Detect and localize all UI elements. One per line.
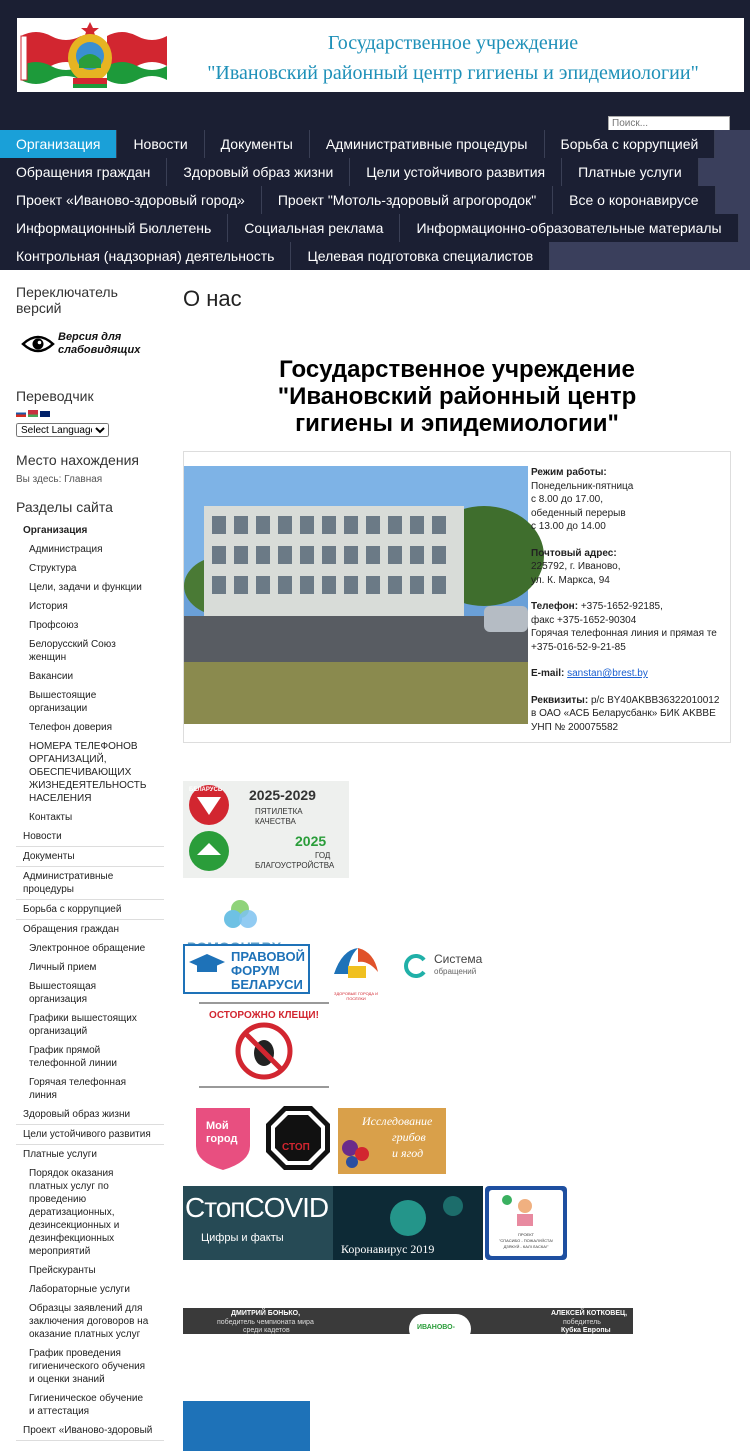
sidebar-subitem[interactable]: Цели, задачи и функции [29, 582, 142, 593]
nav-item[interactable]: Информационный Бюллетень [0, 214, 228, 242]
nav-item[interactable]: Документы [205, 130, 310, 158]
nav-item[interactable]: Проект "Мотоль-здоровый агрогородок" [262, 186, 553, 214]
nav-item[interactable]: Социальная реклама [228, 214, 400, 242]
sidebar-subitem[interactable]: Телефон доверия [29, 722, 112, 733]
requisites-line1: р/с BY40AKBB36322010012 [588, 694, 720, 706]
sidebar-subitem[interactable]: Белорусский Союз женщин [29, 639, 116, 663]
appeals-system-line1: Система [434, 952, 483, 966]
sidebar-subitem[interactable]: Горячая телефонная линия [29, 1077, 127, 1101]
sidebar-subitem[interactable]: Электронное обращение [29, 943, 146, 954]
sidebar-section-item[interactable]: Новости [16, 827, 164, 847]
nav-item[interactable]: Платные услуги [562, 158, 699, 186]
sidebar-subitem[interactable]: Графики вышестоящих организаций [29, 1013, 137, 1037]
athlete-left-line2: победитель чемпионата мира [217, 1319, 314, 1326]
quality-text2: КАЧЕСТВА [255, 817, 296, 826]
hours-label: Режим работы: [531, 467, 607, 478]
hours-line3: обеденный перерыв [531, 507, 626, 519]
ticks-warning-label: ОСТОРОЖНО КЛЕЩИ! [209, 1010, 319, 1021]
nav-row-fill [739, 214, 750, 242]
stop-covid-subtitle: Цифры и факты [201, 1232, 284, 1244]
email-link[interactable]: sanstan@brest.by [567, 668, 648, 679]
requisites-label: Реквизиты: [531, 694, 589, 706]
site-sections-menu [16, 521, 164, 1441]
sidebar-subitem[interactable]: История [29, 601, 68, 612]
sidebar-subitem[interactable]: Вышестоящая организация [29, 981, 97, 1005]
hotline-phone: +375-016-52-9-21-85 [531, 641, 626, 653]
thanks-line2: "СПАСИБО - ПОЖАЛУЙСТА! [498, 1238, 553, 1243]
quality-text1: ПЯТИЛЕТКА [255, 807, 303, 816]
quality-year2: 2025 [295, 833, 327, 849]
athlete-right-line2: победитель [563, 1319, 601, 1326]
nav-row-fill [699, 158, 750, 186]
version-switcher-heading: Переключатель версий [16, 284, 118, 316]
sidebar-subitem[interactable]: Администрация [29, 544, 103, 555]
appeals-system-line2: обращений [434, 967, 477, 976]
nav-row [0, 186, 750, 214]
stop-banner[interactable] [264, 1104, 332, 1172]
main-content [183, 286, 743, 1343]
main-nav [0, 130, 750, 270]
stop-covid-title: СтопCOVID [185, 1192, 329, 1223]
sidebar-section-item[interactable]: Проект «Иваново-здоровый [16, 1421, 164, 1441]
nav-item[interactable]: Информационно-образовательные материалы [400, 214, 738, 242]
org-title [183, 356, 731, 437]
hotline-label: Горячая телефонная линия и прямая те [531, 628, 717, 639]
org-title-line1: Государственное учреждение [279, 356, 635, 383]
language-select[interactable] [16, 423, 109, 437]
hours-line2: с 8.00 до 17.00, [531, 494, 603, 505]
vi-label-line1: Версия для [58, 331, 122, 343]
stop-octagon-icon [264, 1104, 332, 1172]
healthy-cities-banner[interactable] [328, 944, 384, 1001]
stop-covid-banner[interactable] [183, 1186, 333, 1260]
nav-row [0, 130, 750, 158]
mushrooms-banner[interactable] [338, 1108, 446, 1174]
nav-row [0, 242, 750, 270]
requisites-line3: УНП № 200075582 [531, 721, 619, 733]
translator-heading: Переводчик [16, 388, 94, 404]
flag-en-icon[interactable] [40, 410, 50, 417]
search-input[interactable] [608, 116, 730, 131]
quality-text3: ГОД [315, 851, 331, 860]
hours-line1: Понедельник-пятница [531, 480, 634, 492]
quality-text4: БЛАГОУСТРОЙСТВА [255, 861, 335, 870]
forum-line2: ФОРУМ [231, 963, 280, 978]
site-header [0, 0, 750, 270]
sidebar-subitem[interactable]: Гигиеническое обучение и аттестация [29, 1393, 144, 1417]
header-title-line1: Государственное учреждение [327, 32, 579, 54]
nav-item[interactable]: Борьба с коррупцией [545, 130, 716, 158]
sidebar-section-item[interactable]: Обращения граждан [23, 924, 119, 935]
contact-info [531, 466, 741, 734]
appeals-system-logo-icon [404, 954, 428, 978]
building-photo [184, 466, 528, 724]
nav-row-fill [550, 242, 750, 270]
thanks-line3: ДЗЯКУЙ - КАЛІ ЛАСКА!" [503, 1244, 549, 1249]
mushrooms-line2: грибов [392, 1130, 426, 1144]
sidebar-subitem[interactable]: Лабораторные услуги [29, 1284, 130, 1295]
sidebar-section-item[interactable]: Организация [23, 525, 88, 536]
nav-item[interactable]: Контрольная (надзорная) деятельность [0, 242, 291, 270]
address-line2: ул. К. Маркса, 94 [531, 574, 610, 586]
email-label: E-mail: [531, 668, 565, 679]
sidebar-subitem[interactable]: Образцы заявлений для заключения договоров на оказание платных услуг [29, 1303, 149, 1340]
nav-item[interactable]: Цели устойчивого развития [350, 158, 562, 186]
quality-banner[interactable] [183, 781, 349, 878]
belarus-emblem-icon [61, 20, 119, 90]
flag-by-icon[interactable] [28, 410, 38, 417]
nav-item[interactable]: Все о коронавирусе [553, 186, 715, 214]
legal-forum-banner[interactable] [183, 1401, 310, 1451]
hours-line4: с 13.00 до 14.00 [531, 521, 606, 532]
ticks-warning-banner[interactable] [199, 1002, 329, 1088]
fax-value: факс +375-1652-90304 [531, 614, 637, 626]
athlete-right-line3: Кубка Европы [561, 1327, 611, 1334]
thanks-people-icon [485, 1192, 567, 1232]
forum-line3: БЕЛАРУСИ [231, 977, 303, 992]
forum-cap-icon [187, 948, 227, 994]
sidebar-section-item[interactable]: Цели устойчивого развития [16, 1125, 164, 1145]
athlete-left-line3: среди кадетов [243, 1327, 290, 1334]
address-line1: 225792, г. Иваново, [531, 561, 621, 572]
quality-badge-label: БЕЛАРУСЬ [189, 787, 223, 793]
phone-label: Телефон: [531, 601, 579, 612]
nav-item[interactable]: Обращения граждан [0, 158, 167, 186]
sidebar-section-item[interactable]: Административные процедуры [16, 867, 164, 900]
nav-item[interactable]: Новости [117, 130, 204, 158]
nav-item[interactable]: Административные процедуры [310, 130, 545, 158]
sidebar-subitem[interactable]: Личный прием [29, 962, 97, 973]
sidebar-section-item[interactable]: Борьба с коррупцией [16, 900, 164, 920]
nav-row-fill [715, 130, 750, 158]
page-title: О нас [183, 286, 242, 311]
coronavirus-banner[interactable] [333, 1186, 483, 1260]
sidebar-subitem[interactable]: Порядок оказания платных услуг по проведению дератизационных, дезинсекционных и дезинфекционных мероприятий [29, 1168, 120, 1257]
nav-item[interactable]: Проект «Иваново-здоровый город» [0, 186, 262, 214]
athletes-center-label: ИВАНОВО- [417, 1324, 455, 1331]
mushrooms-line1: Исследование [362, 1114, 433, 1128]
sidebar-section-item[interactable]: Платные услуги [23, 1149, 97, 1160]
left-sidebar [16, 284, 164, 1441]
visually-impaired-version-button[interactable] [22, 324, 164, 364]
sidebar-subitem[interactable]: Вакансии [29, 671, 74, 682]
sidebar-section-item[interactable]: Здоровый образ жизни [16, 1105, 164, 1125]
sidebar-subitem[interactable]: График прямой телефонной линии [29, 1045, 117, 1069]
site-sections-heading: Разделы сайта [16, 499, 113, 515]
healthy-cities-label: ЗДОРОВЫЕ ГОРОДА И ПОСЁЛКИ [334, 991, 378, 1001]
my-city-line2: город [206, 1133, 238, 1145]
phone-value: +375-1652-92185, [578, 601, 663, 612]
healthy-cities-logo-icon [328, 944, 384, 986]
thanks-line1: ПРОЕКТ [517, 1232, 534, 1237]
nav-item[interactable]: Здоровый образ жизни [167, 158, 350, 186]
sidebar-subitem[interactable]: НОМЕРА ТЕЛЕФОНОВ ОРГАНИЗАЦИЙ, ОБЕСПЕЧИВАЮЩИХ ЖИЗНЕДЕЯТЕЛЬНОСТЬ НАСЕЛЕНИЯ [29, 741, 147, 804]
legal-forum-banner[interactable] [183, 944, 310, 994]
vi-label-line2: слабовидящих [58, 344, 141, 356]
coronavirus-label: Коронавирус 2019 [341, 1242, 435, 1256]
header-banner[interactable] [17, 18, 744, 92]
sidebar-subitem[interactable]: График проведения гигиенического обучения и оценки знаний [29, 1348, 146, 1385]
nav-item[interactable]: Целевая подготовка специалистов [291, 242, 550, 270]
sidebar-subitem[interactable]: Профсоюз [29, 620, 79, 631]
breadcrumb: Вы здесь: Главная [16, 474, 103, 485]
address-label: Почтовый адрес: [531, 547, 617, 559]
location-heading: Место нахождения [16, 452, 139, 468]
athlete-right-line1: АЛЕКСЕЙ КОТКОВЕЦ, [551, 1310, 628, 1317]
stop-label: СТОП [282, 1142, 310, 1153]
my-city-line1: Мой [206, 1120, 229, 1132]
nav-row [0, 214, 750, 242]
org-title-line2: "Ивановский районный центр [277, 383, 637, 410]
header-title-line2: "Ивановский районный центр гигиены и эпидемиологии" [207, 62, 699, 84]
forum-line1: ПРАВОВОЙ [231, 949, 305, 964]
sidebar-subitem[interactable]: Контакты [29, 812, 73, 823]
nav-row-fill [716, 186, 750, 214]
sidebar-section-item[interactable]: Документы [16, 847, 164, 867]
requisites-line2: в ОАО «АСБ Беларусбанк» БИК AKBBE [531, 708, 716, 719]
sidebar-subitem[interactable]: Вышестоящие организации [29, 690, 97, 714]
sidebar-subitem[interactable]: Структура [29, 563, 77, 574]
nav-item[interactable]: Организация [0, 130, 117, 158]
language-flags [16, 410, 164, 417]
thanks-project-banner[interactable] [485, 1186, 567, 1260]
nav-row [0, 158, 750, 186]
mushrooms-line3: и ягод [392, 1146, 424, 1160]
org-title-line3: гигиены и эпидемиологии" [295, 410, 619, 437]
quality-years: 2025-2029 [249, 787, 316, 803]
my-city-banner[interactable] [192, 1102, 254, 1172]
eye-icon [22, 334, 54, 354]
athletes-banner[interactable] [183, 1308, 633, 1334]
appeals-system-banner[interactable] [404, 950, 494, 984]
info-box [183, 451, 731, 743]
flag-ru-icon[interactable] [16, 410, 26, 417]
sidebar-subitem[interactable]: Прейскуранты [29, 1265, 96, 1276]
athlete-left-line1: ДМИТРИЙ БОНЬКО, [231, 1310, 301, 1317]
no-ticks-icon [199, 1021, 329, 1081]
